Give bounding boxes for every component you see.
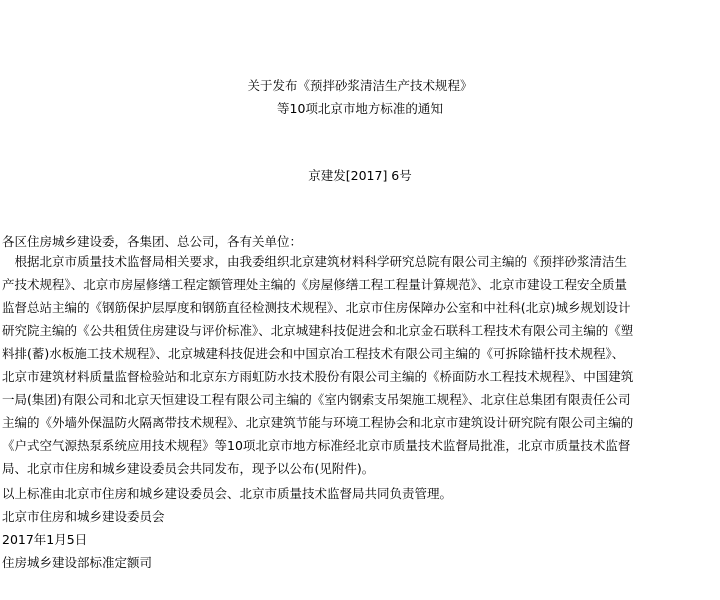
body-line: 一局(集团)有限公司和北京天恒建设工程有限公司主编的《室内钢索支吊架施工规程》、北京住总集团有限责任公司 xyxy=(2,392,631,407)
responsibility-statement: 以上标准由北京市住房和城乡建设委员会、北京市质量技术监督局共同负责管理。 xyxy=(2,486,453,501)
title-line-1: 关于发布《预拌砂浆清洁生产技术规程》 xyxy=(247,78,473,93)
department: 住房城乡建设部标准定额司 xyxy=(2,555,153,570)
body-line: 根据北京市质量技术监督局相关要求，由我委组织北京建筑材料科学研究总院有限公司主编的《预拌砂浆清洁生 xyxy=(2,254,628,269)
body-paragraph xyxy=(2,250,718,480)
body-line: 料排(蓄)水板施工技术规程》、北京城建科技促进会和中国京冶工程技术有限公司主编的《可拆除锚杆技术规程》、 xyxy=(2,346,625,361)
issuer: 北京市住房和城乡建设委员会 xyxy=(2,509,165,524)
body-line: 产技术规程》、北京市房屋修缮工程定额管理处主编的《房屋修缮工程工程量计算规范》、北京市建设工程安全质量 xyxy=(2,277,628,292)
salutation: 各区住房城乡建设委，各集团、总公司，各有关单位： xyxy=(2,234,303,249)
title-line-2: 等10项北京市地方标准的通知 xyxy=(277,101,443,116)
body-line: 《户式空气源热泵系统应用技术规程》等10项北京市地方标准经北京市质量技术监督局批准，北京市质量技术监督 xyxy=(2,438,631,453)
body-line: 主编的《外墙外保温防火隔离带技术规程》、北京建筑节能与环境工程协会和北京市建筑设计研究院有限公司主编的 xyxy=(2,415,634,430)
body-line: 研究院主编的《公共租赁住房建设与评价标准》、北京城建科技促进会和北京金石联科工程技术有限公司主编的《塑 xyxy=(2,323,634,338)
document-number: 京建发[2017] 6号 xyxy=(308,168,412,183)
body-line: 局、北京市住房和城乡建设委员会共同发布，现予以公布(见附件)。 xyxy=(2,461,375,476)
body-line: 监督总站主编的《钢筋保护层厚度和钢筋直径检测技术规程》、北京市住房保障办公室和中社科(北京)城乡规划设计 xyxy=(2,300,631,315)
issue-date: 2017年1月5日 xyxy=(2,532,88,547)
body-line: 北京市建筑材料质量监督检验站和北京东方雨虹防水技术股份有限公司主编的《桥面防水工程技术规程》、中国建筑 xyxy=(2,369,634,384)
